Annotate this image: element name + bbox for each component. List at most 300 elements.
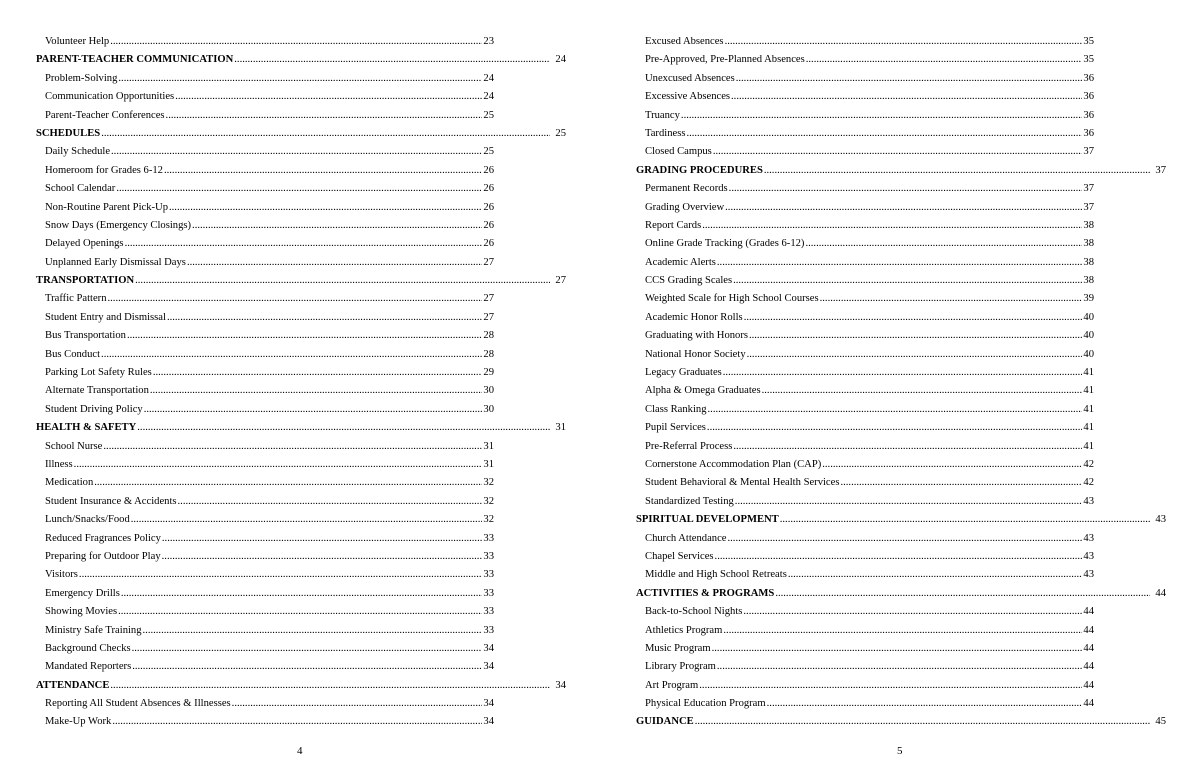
toc-section-label: TRANSPORTATION: [36, 275, 135, 287]
toc-entry-label: Legacy Graduates: [645, 367, 722, 379]
toc-dot-leader: [153, 364, 483, 382]
toc-entry-label: Bus Conduct: [45, 348, 101, 360]
toc-entry-label: Report Cards: [645, 219, 702, 231]
toc-page-number: 41: [1083, 422, 1094, 434]
toc-dot-leader: [112, 713, 482, 731]
toc-page-number: 30: [483, 403, 494, 415]
toc-entry: [36, 511, 494, 529]
toc-page-number: 27: [483, 311, 494, 323]
toc-entry-label: Back-to-School Nights: [645, 606, 743, 618]
toc-entry: [636, 217, 1094, 235]
toc-section-label: ACTIVITIES & PROGRAMS: [636, 587, 775, 599]
toc-section-label: HEALTH & SAFETY: [36, 422, 137, 434]
toc-entry-label: School Nurse: [45, 440, 103, 452]
toc-entry-label: Background Checks: [45, 642, 131, 654]
toc-entry: [636, 622, 1094, 640]
toc-entry-label: Alpha & Omega Graduates: [645, 385, 761, 397]
toc-dot-leader: [103, 438, 482, 456]
toc-page-number: 29: [483, 367, 494, 379]
toc-entry-label: Truancy: [645, 109, 680, 121]
toc-entry: [636, 125, 1094, 143]
toc-entry-label: Church Attendance: [645, 532, 727, 544]
toc-page-number: 32: [483, 495, 494, 507]
toc-page-number: 43: [1083, 495, 1094, 507]
toc-page-number: 35: [1083, 54, 1094, 66]
toc-entry-label: Preparing for Outdoor Play: [45, 550, 161, 562]
toc-entry-label: Ministry Safe Training: [45, 624, 142, 636]
toc-entry: [636, 401, 1094, 419]
toc-dot-leader: [780, 511, 1151, 529]
toc-entry-label: Chapel Services: [645, 550, 714, 562]
toc-section-entry: [36, 419, 566, 437]
toc-entry-label: Online Grade Tracking (Grades 6-12): [645, 238, 805, 250]
toc-section-entry: [636, 713, 1166, 731]
toc-entry-label: Student Entry and Dismissal: [45, 311, 166, 323]
toc-section-label: SCHEDULES: [36, 127, 101, 139]
toc-page-number: 26: [483, 238, 494, 250]
toc-entry: [36, 235, 494, 253]
toc-entry: [636, 474, 1094, 492]
toc-page-number: 34: [483, 716, 494, 728]
toc-dot-leader: [234, 51, 550, 69]
toc-page-number: 33: [483, 587, 494, 599]
toc-entry: [636, 658, 1094, 676]
toc-entry-label: Library Program: [645, 661, 716, 673]
toc-dot-leader: [116, 180, 482, 198]
toc-dot-leader: [132, 658, 482, 676]
toc-entry-label: Volunteer Help: [45, 36, 110, 47]
toc-entry-label: Standardized Testing: [645, 495, 734, 507]
toc-entry-label: Traffic Pattern: [45, 293, 107, 305]
toc-entry-label: Permanent Records: [645, 183, 728, 195]
toc-entry: [36, 33, 494, 51]
toc-page-number: 35: [1083, 36, 1094, 47]
toc-dot-leader: [715, 548, 1083, 566]
toc-entry-label: Art Program: [645, 679, 699, 691]
toc-entry: [636, 566, 1094, 584]
toc-section-label: GRADING PROCEDURES: [636, 164, 763, 176]
toc-page-number: 32: [483, 514, 494, 526]
toc-page-number: 37: [1083, 201, 1094, 213]
toc-entry: [36, 585, 494, 603]
toc-section-label: SPIRITUAL DEVELOPMENT: [636, 514, 779, 526]
toc-entry: [636, 180, 1094, 198]
toc-dot-leader: [729, 180, 1083, 198]
toc-entry: [636, 456, 1094, 474]
toc-entry: [636, 548, 1094, 566]
toc-entry-label: Non-Routine Parent Pick-Up: [45, 201, 168, 213]
toc-entry-label: Pre-Approved, Pre-Planned Absences: [645, 54, 805, 66]
toc-entry: [36, 548, 494, 566]
toc-page-number: 26: [483, 183, 494, 195]
toc-page-number: 31: [555, 422, 566, 434]
toc-dot-leader: [840, 474, 1082, 492]
toc-dot-leader: [731, 88, 1082, 106]
toc-page-number: 37: [1083, 146, 1094, 158]
toc-page-number: 32: [483, 477, 494, 489]
toc-entry: [636, 88, 1094, 106]
toc-entry: [36, 143, 494, 161]
toc-dot-leader: [162, 548, 483, 566]
toc-dot-leader: [110, 33, 482, 51]
toc-entry-label: Mandated Reporters: [45, 661, 132, 673]
toc-page-number: 41: [1083, 440, 1094, 452]
toc-entry: [36, 401, 494, 419]
toc-entry: [36, 640, 494, 658]
toc-dot-leader: [820, 290, 1083, 308]
toc-section-label: PARENT-TEACHER COMMUNICATION: [36, 54, 234, 66]
toc-entry: [36, 88, 494, 106]
toc-dot-leader: [101, 125, 550, 143]
right-page-toc: [636, 33, 1166, 732]
toc-entry: [36, 217, 494, 235]
toc-dot-leader: [101, 346, 482, 364]
toc-entry: [636, 70, 1094, 88]
toc-entry-label: Illness: [45, 458, 73, 470]
toc-section-entry: [36, 125, 566, 143]
toc-dot-leader: [695, 713, 1151, 731]
toc-entry-label: Weighted Scale for High School Courses: [645, 293, 819, 305]
toc-dot-leader: [749, 327, 1082, 345]
toc-page-number: 26: [483, 201, 494, 213]
toc-entry: [636, 530, 1094, 548]
toc-page-number: 34: [483, 698, 494, 710]
toc-page-number: 38: [1083, 256, 1094, 268]
toc-entry-label: Daily Schedule: [45, 146, 111, 158]
toc-dot-leader: [121, 585, 483, 603]
toc-entry-label: Grading Overview: [645, 201, 725, 213]
toc-dot-leader: [232, 695, 483, 713]
toc-entry: [636, 254, 1094, 272]
toc-entry: [36, 309, 494, 327]
toc-page-number: 34: [483, 642, 494, 654]
toc-page-number: 33: [483, 624, 494, 636]
toc-section-entry: [36, 677, 566, 695]
toc-entry: [36, 327, 494, 345]
right-page-number: 5: [897, 745, 903, 757]
toc-entry-label: Cornerstone Accommodation Plan (CAP): [645, 458, 822, 470]
toc-entry-label: Student Driving Policy: [45, 403, 143, 415]
toc-page-number: 37: [1083, 183, 1094, 195]
toc-entry: [636, 199, 1094, 217]
toc-entry-label: Reduced Fragrances Policy: [45, 532, 161, 544]
toc-dot-leader: [736, 70, 1083, 88]
toc-entry: [36, 474, 494, 492]
toc-page-number: 36: [1083, 91, 1094, 103]
toc-page-number: 27: [555, 275, 566, 287]
toc-dot-leader: [135, 272, 550, 290]
toc-entry: [636, 235, 1094, 253]
toc-dot-leader: [725, 199, 1082, 217]
toc-entry: [36, 364, 494, 382]
toc-page-number: 39: [1083, 293, 1094, 305]
toc-entry: [636, 364, 1094, 382]
toc-page-number: 43: [1083, 550, 1094, 562]
toc-entry-label: Bus Transportation: [45, 330, 126, 342]
toc-dot-leader: [132, 640, 483, 658]
toc-dot-leader: [131, 511, 483, 529]
toc-dot-leader: [178, 493, 483, 511]
toc-entry-label: National Honor Society: [645, 348, 746, 360]
toc-dot-leader: [167, 309, 482, 327]
toc-entry-label: Unexcused Absences: [645, 72, 735, 84]
toc-entry: [636, 493, 1094, 511]
toc-entry-label: Pupil Services: [645, 422, 706, 434]
toc-dot-leader: [702, 217, 1082, 235]
toc-page-number: 31: [483, 440, 494, 452]
toc-page-number: 41: [1083, 403, 1094, 415]
toc-dot-leader: [110, 677, 550, 695]
toc-dot-leader: [111, 143, 482, 161]
toc-section-entry: [636, 585, 1166, 603]
toc-dot-leader: [717, 254, 1083, 272]
toc-page-number: 31: [483, 458, 494, 470]
toc-entry-label: Homeroom for Grades 6-12: [45, 164, 163, 176]
toc-entry: [36, 382, 494, 400]
toc-section-entry: [636, 162, 1166, 180]
toc-entry-label: Delayed Openings: [45, 238, 124, 250]
toc-entry: [36, 254, 494, 272]
toc-section-entry: [36, 51, 566, 69]
toc-entry: [36, 456, 494, 474]
toc-dot-leader: [747, 346, 1083, 364]
toc-page-number: 26: [483, 164, 494, 176]
toc-entry: [36, 713, 494, 731]
toc-entry: [636, 143, 1094, 161]
toc-entry: [636, 640, 1094, 658]
toc-entry-label: Middle and High School Retreats: [645, 569, 787, 581]
toc-entry: [636, 107, 1094, 125]
toc-entry: [36, 530, 494, 548]
toc-dot-leader: [733, 272, 1082, 290]
toc-entry-label: Medication: [45, 477, 94, 489]
toc-page-number: 45: [1155, 716, 1166, 728]
toc-dot-leader: [743, 603, 1082, 621]
toc-page-number: 36: [1083, 109, 1094, 121]
toc-dot-leader: [806, 51, 1083, 69]
toc-page-number: 38: [1083, 219, 1094, 231]
toc-dot-leader: [733, 438, 1082, 456]
toc-page-number: 28: [483, 330, 494, 342]
toc-entry-label: Communication Opportunities: [45, 91, 175, 103]
toc-dot-leader: [162, 530, 483, 548]
toc-dot-leader: [681, 107, 1082, 125]
toc-entry-label: Emergency Drills: [45, 587, 120, 599]
toc-dot-leader: [187, 254, 482, 272]
toc-page-number: 44: [1083, 642, 1094, 654]
toc-entry: [36, 346, 494, 364]
toc-entry: [636, 327, 1094, 345]
toc-dot-leader: [805, 235, 1082, 253]
toc-entry-label: Student Behavioral & Mental Health Services: [645, 477, 840, 489]
toc-page-number: 38: [1083, 238, 1094, 250]
toc-dot-leader: [137, 419, 550, 437]
toc-dot-leader: [699, 677, 1082, 695]
toc-dot-leader: [723, 364, 1083, 382]
toc-entry: [36, 180, 494, 198]
toc-page-number: 33: [483, 569, 494, 581]
toc-page-number: 24: [555, 54, 566, 66]
toc-section-label: ATTENDANCE: [36, 679, 110, 691]
toc-page-number: 43: [1083, 569, 1094, 581]
toc-entry-label: Unplanned Early Dismissal Days: [45, 256, 186, 268]
toc-entry-label: Reporting All Student Absences & Illnesses: [45, 698, 231, 710]
toc-page-number: 24: [483, 72, 494, 84]
toc-page-number: 34: [483, 661, 494, 673]
toc-dot-leader: [686, 125, 1082, 143]
toc-dot-leader: [166, 107, 483, 125]
toc-entry: [36, 493, 494, 511]
toc-page-number: 25: [483, 109, 494, 121]
toc-entry: [636, 419, 1094, 437]
toc-dot-leader: [708, 401, 1083, 419]
toc-section-entry: [36, 272, 566, 290]
toc-entry: [636, 677, 1094, 695]
toc-entry: [36, 199, 494, 217]
toc-dot-leader: [79, 566, 482, 584]
toc-dot-leader: [735, 493, 1083, 511]
toc-page-number: 44: [1155, 587, 1166, 599]
toc-page-number: 37: [1155, 164, 1166, 176]
toc-entry: [636, 382, 1094, 400]
toc-dot-leader: [723, 622, 1082, 640]
toc-entry-label: Excused Absences: [645, 36, 724, 47]
toc-entry-label: Academic Alerts: [645, 256, 716, 268]
toc-dot-leader: [762, 382, 1083, 400]
toc-page-number: 33: [483, 532, 494, 544]
toc-dot-leader: [118, 70, 482, 88]
toc-page-number: 38: [1083, 275, 1094, 287]
toc-entry-label: Snow Days (Emergency Closings): [45, 219, 192, 231]
toc-dot-leader: [175, 88, 482, 106]
toc-entry-label: Academic Honor Rolls: [645, 311, 743, 323]
toc-entry: [36, 603, 494, 621]
toc-dot-leader: [822, 456, 1082, 474]
toc-dot-leader: [108, 290, 483, 308]
toc-entry-label: Tardiness: [645, 127, 686, 139]
toc-dot-leader: [767, 695, 1083, 713]
toc-entry: [36, 622, 494, 640]
toc-entry-label: Excessive Absences: [645, 91, 731, 103]
toc-page-number: 44: [1083, 661, 1094, 673]
toc-page-number: 25: [483, 146, 494, 158]
toc-entry-label: Class Ranking: [645, 403, 707, 415]
toc-entry: [36, 70, 494, 88]
toc-dot-leader: [144, 401, 483, 419]
toc-dot-leader: [150, 382, 483, 400]
toc-dot-leader: [712, 640, 1083, 658]
toc-entry-label: Alternate Transportation: [45, 385, 149, 397]
toc-entry-label: CCS Grading Scales: [645, 275, 733, 287]
toc-page-number: 34: [555, 679, 566, 691]
toc-page-number: 43: [1155, 514, 1166, 526]
toc-entry: [36, 438, 494, 456]
toc-dot-leader: [169, 199, 482, 217]
toc-page-number: 26: [483, 219, 494, 231]
toc-dot-leader: [713, 143, 1083, 161]
toc-dot-leader: [74, 456, 483, 474]
toc-page-number: 24: [483, 91, 494, 103]
toc-page-number: 44: [1083, 698, 1094, 710]
toc-entry: [636, 290, 1094, 308]
toc-dot-leader: [707, 419, 1082, 437]
toc-page-number: 28: [483, 348, 494, 360]
toc-entry-label: Music Program: [645, 642, 711, 654]
toc-dot-leader: [775, 585, 1150, 603]
toc-entry-label: Parent-Teacher Conferences: [45, 109, 165, 121]
toc-entry-label: Athletics Program: [645, 624, 723, 636]
toc-page-number: 42: [1083, 477, 1094, 489]
toc-page-number: 44: [1083, 679, 1094, 691]
toc-entry: [636, 438, 1094, 456]
toc-page-number: 41: [1083, 385, 1094, 397]
toc-page-number: 42: [1083, 458, 1094, 470]
toc-entry: [36, 290, 494, 308]
toc-dot-leader: [744, 309, 1083, 327]
toc-dot-leader: [164, 162, 482, 180]
toc-dot-leader: [118, 603, 482, 621]
toc-dot-leader: [143, 622, 483, 640]
toc-entry-label: Student Insurance & Accidents: [45, 495, 177, 507]
toc-page-number: 44: [1083, 624, 1094, 636]
toc-entry-label: Lunch/Snacks/Food: [45, 514, 130, 526]
toc-entry: [636, 603, 1094, 621]
toc-entry: [636, 695, 1094, 713]
toc-page-number: 40: [1083, 348, 1094, 360]
toc-dot-leader: [192, 217, 482, 235]
toc-page-number: 44: [1083, 606, 1094, 618]
toc-entry: [36, 658, 494, 676]
toc-entry-label: Graduating with Honors: [645, 330, 748, 342]
toc-entry-label: Problem-Solving: [45, 72, 118, 84]
toc-dot-leader: [717, 658, 1083, 676]
toc-entry-label: Parking Lot Safety Rules: [45, 367, 152, 379]
toc-page-number: 43: [1083, 532, 1094, 544]
toc-dot-leader: [728, 530, 1083, 548]
toc-entry-label: Pre-Referral Process: [645, 440, 733, 452]
toc-section-label: GUIDANCE: [636, 716, 694, 728]
toc-entry-label: Physical Education Program: [645, 698, 766, 710]
toc-entry: [36, 566, 494, 584]
toc-entry-label: School Calendar: [45, 183, 116, 195]
toc-dot-leader: [125, 235, 483, 253]
left-page-toc: [36, 33, 566, 732]
toc-entry: [36, 162, 494, 180]
toc-dot-leader: [127, 327, 482, 345]
toc-entry-label: Showing Movies: [45, 606, 118, 618]
toc-page-number: 40: [1083, 311, 1094, 323]
toc-dot-leader: [788, 566, 1083, 584]
left-page-number: 4: [297, 745, 303, 757]
toc-page-number: 36: [1083, 72, 1094, 84]
toc-page-number: 40: [1083, 330, 1094, 342]
toc-entry: [636, 346, 1094, 364]
toc-entry: [636, 51, 1094, 69]
toc-dot-leader: [764, 162, 1151, 180]
toc-page-number: 33: [483, 606, 494, 618]
toc-entry: [636, 33, 1094, 51]
toc-dot-leader: [725, 33, 1083, 51]
toc-dot-leader: [94, 474, 482, 492]
toc-page-number: 23: [483, 36, 494, 47]
toc-entry: [36, 107, 494, 125]
toc-page-number: 33: [483, 550, 494, 562]
toc-page-number: 30: [483, 385, 494, 397]
toc-page-number: 27: [483, 256, 494, 268]
toc-page-number: 41: [1083, 367, 1094, 379]
toc-entry: [636, 272, 1094, 290]
toc-entry-label: Make-Up Work: [45, 716, 112, 728]
